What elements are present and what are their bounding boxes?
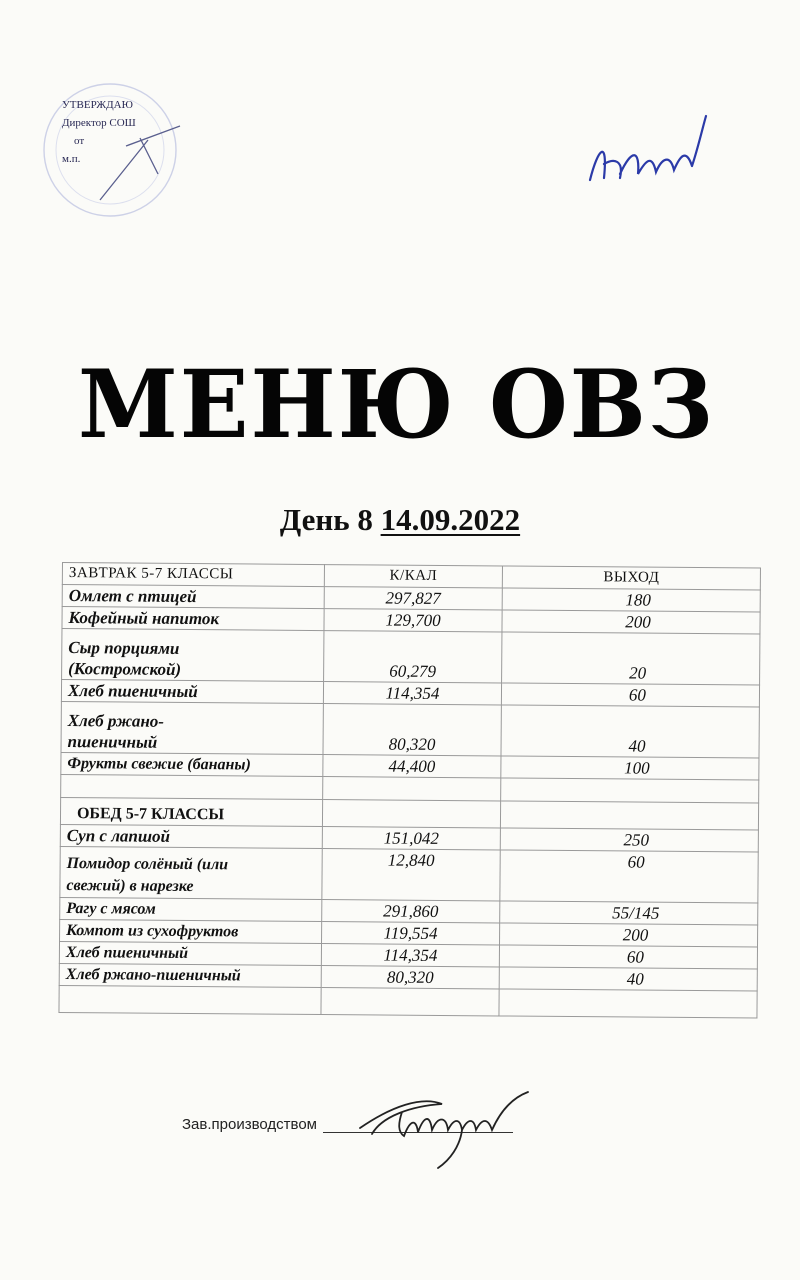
dish-kcal: 129,700 — [324, 609, 502, 632]
production-manager-signature — [352, 1076, 542, 1176]
dish-kcal: 151,042 — [322, 827, 500, 850]
dish-output: 40 — [499, 967, 757, 991]
dish-name-line: Хлеб ржано- — [67, 711, 165, 731]
dish-output: 20 — [502, 632, 760, 685]
dish-name: Фрукты свежие (бананы) — [61, 752, 323, 776]
footer-label: Зав.производством — [182, 1116, 317, 1133]
approval-block — [62, 96, 202, 168]
dish-kcal: 12,840 — [322, 849, 500, 901]
dish-output: 180 — [502, 588, 760, 612]
dish-kcal: 291,860 — [322, 900, 500, 923]
spacer-row — [59, 985, 757, 1017]
menu-table — [58, 562, 761, 1018]
header-meal: ЗАВТРАК 5-7 КЛАССЫ — [62, 563, 324, 587]
dish-name: Компот из сухофруктов — [60, 919, 322, 943]
header-kcal: К/КАЛ — [324, 565, 502, 588]
dish-output: 200 — [502, 610, 760, 634]
day-label: День 8 — [279, 502, 373, 537]
page-title: МЕНЮ ОВЗ — [78, 350, 715, 460]
dish-output: 55/145 — [500, 901, 758, 925]
dish-name-line: пшеничный — [67, 732, 158, 752]
director-signature — [580, 108, 710, 198]
dish-output: 200 — [500, 923, 758, 947]
dish-output: 250 — [500, 828, 758, 852]
approval-line-approve: УТВЕРЖДАЮ — [62, 99, 133, 111]
dish-name-line: (Костромской) — [68, 659, 182, 679]
dish-output: 60 — [500, 850, 758, 903]
dish-name — [60, 846, 322, 899]
approval-line-seal: м.п. — [62, 153, 81, 165]
dish-name — [62, 629, 324, 682]
dish-output: 100 — [501, 756, 759, 780]
table-row — [60, 846, 758, 902]
header-output: ВЫХОД — [502, 566, 760, 590]
dish-name: Рагу с мясом — [60, 897, 322, 921]
table-row — [61, 701, 759, 757]
dish-name: Хлеб пшеничный — [61, 680, 323, 704]
dish-name: Хлеб ржано-пшеничный — [59, 963, 321, 987]
table-row — [62, 629, 760, 685]
dish-name-line: Помидор солёный (или — [66, 855, 229, 874]
lunch-header: ОБЕД 5-7 КЛАССЫ — [60, 797, 322, 826]
dish-name: Хлеб пшеничный — [59, 941, 321, 965]
dish-kcal: 114,354 — [323, 682, 501, 705]
dish-output: 40 — [501, 705, 759, 758]
dish-kcal: 119,554 — [322, 922, 500, 945]
dish-kcal: 44,400 — [323, 755, 501, 778]
dish-name-line: свежий) в нарезке — [66, 877, 194, 896]
dish-name: Суп с лапшой — [60, 824, 322, 848]
dish-name-line: Сыр порциями — [68, 638, 180, 658]
dish-kcal: 114,354 — [321, 944, 499, 967]
dish-name — [61, 701, 323, 754]
dish-name: Омлет с птицей — [62, 585, 324, 609]
dish-output: 60 — [501, 683, 759, 707]
approval-line-date: от — [74, 135, 85, 147]
approval-line-director: Директор СОШ — [62, 117, 136, 129]
dish-kcal: 60,279 — [324, 631, 502, 683]
dish-kcal: 80,320 — [321, 966, 499, 989]
dish-kcal: 80,320 — [323, 704, 501, 756]
day-date: 14.09.2022 — [380, 502, 521, 537]
dish-name: Кофейный напиток — [62, 607, 324, 631]
dish-output: 60 — [499, 945, 757, 969]
day-heading — [0, 502, 800, 538]
dish-kcal: 297,827 — [324, 587, 502, 610]
